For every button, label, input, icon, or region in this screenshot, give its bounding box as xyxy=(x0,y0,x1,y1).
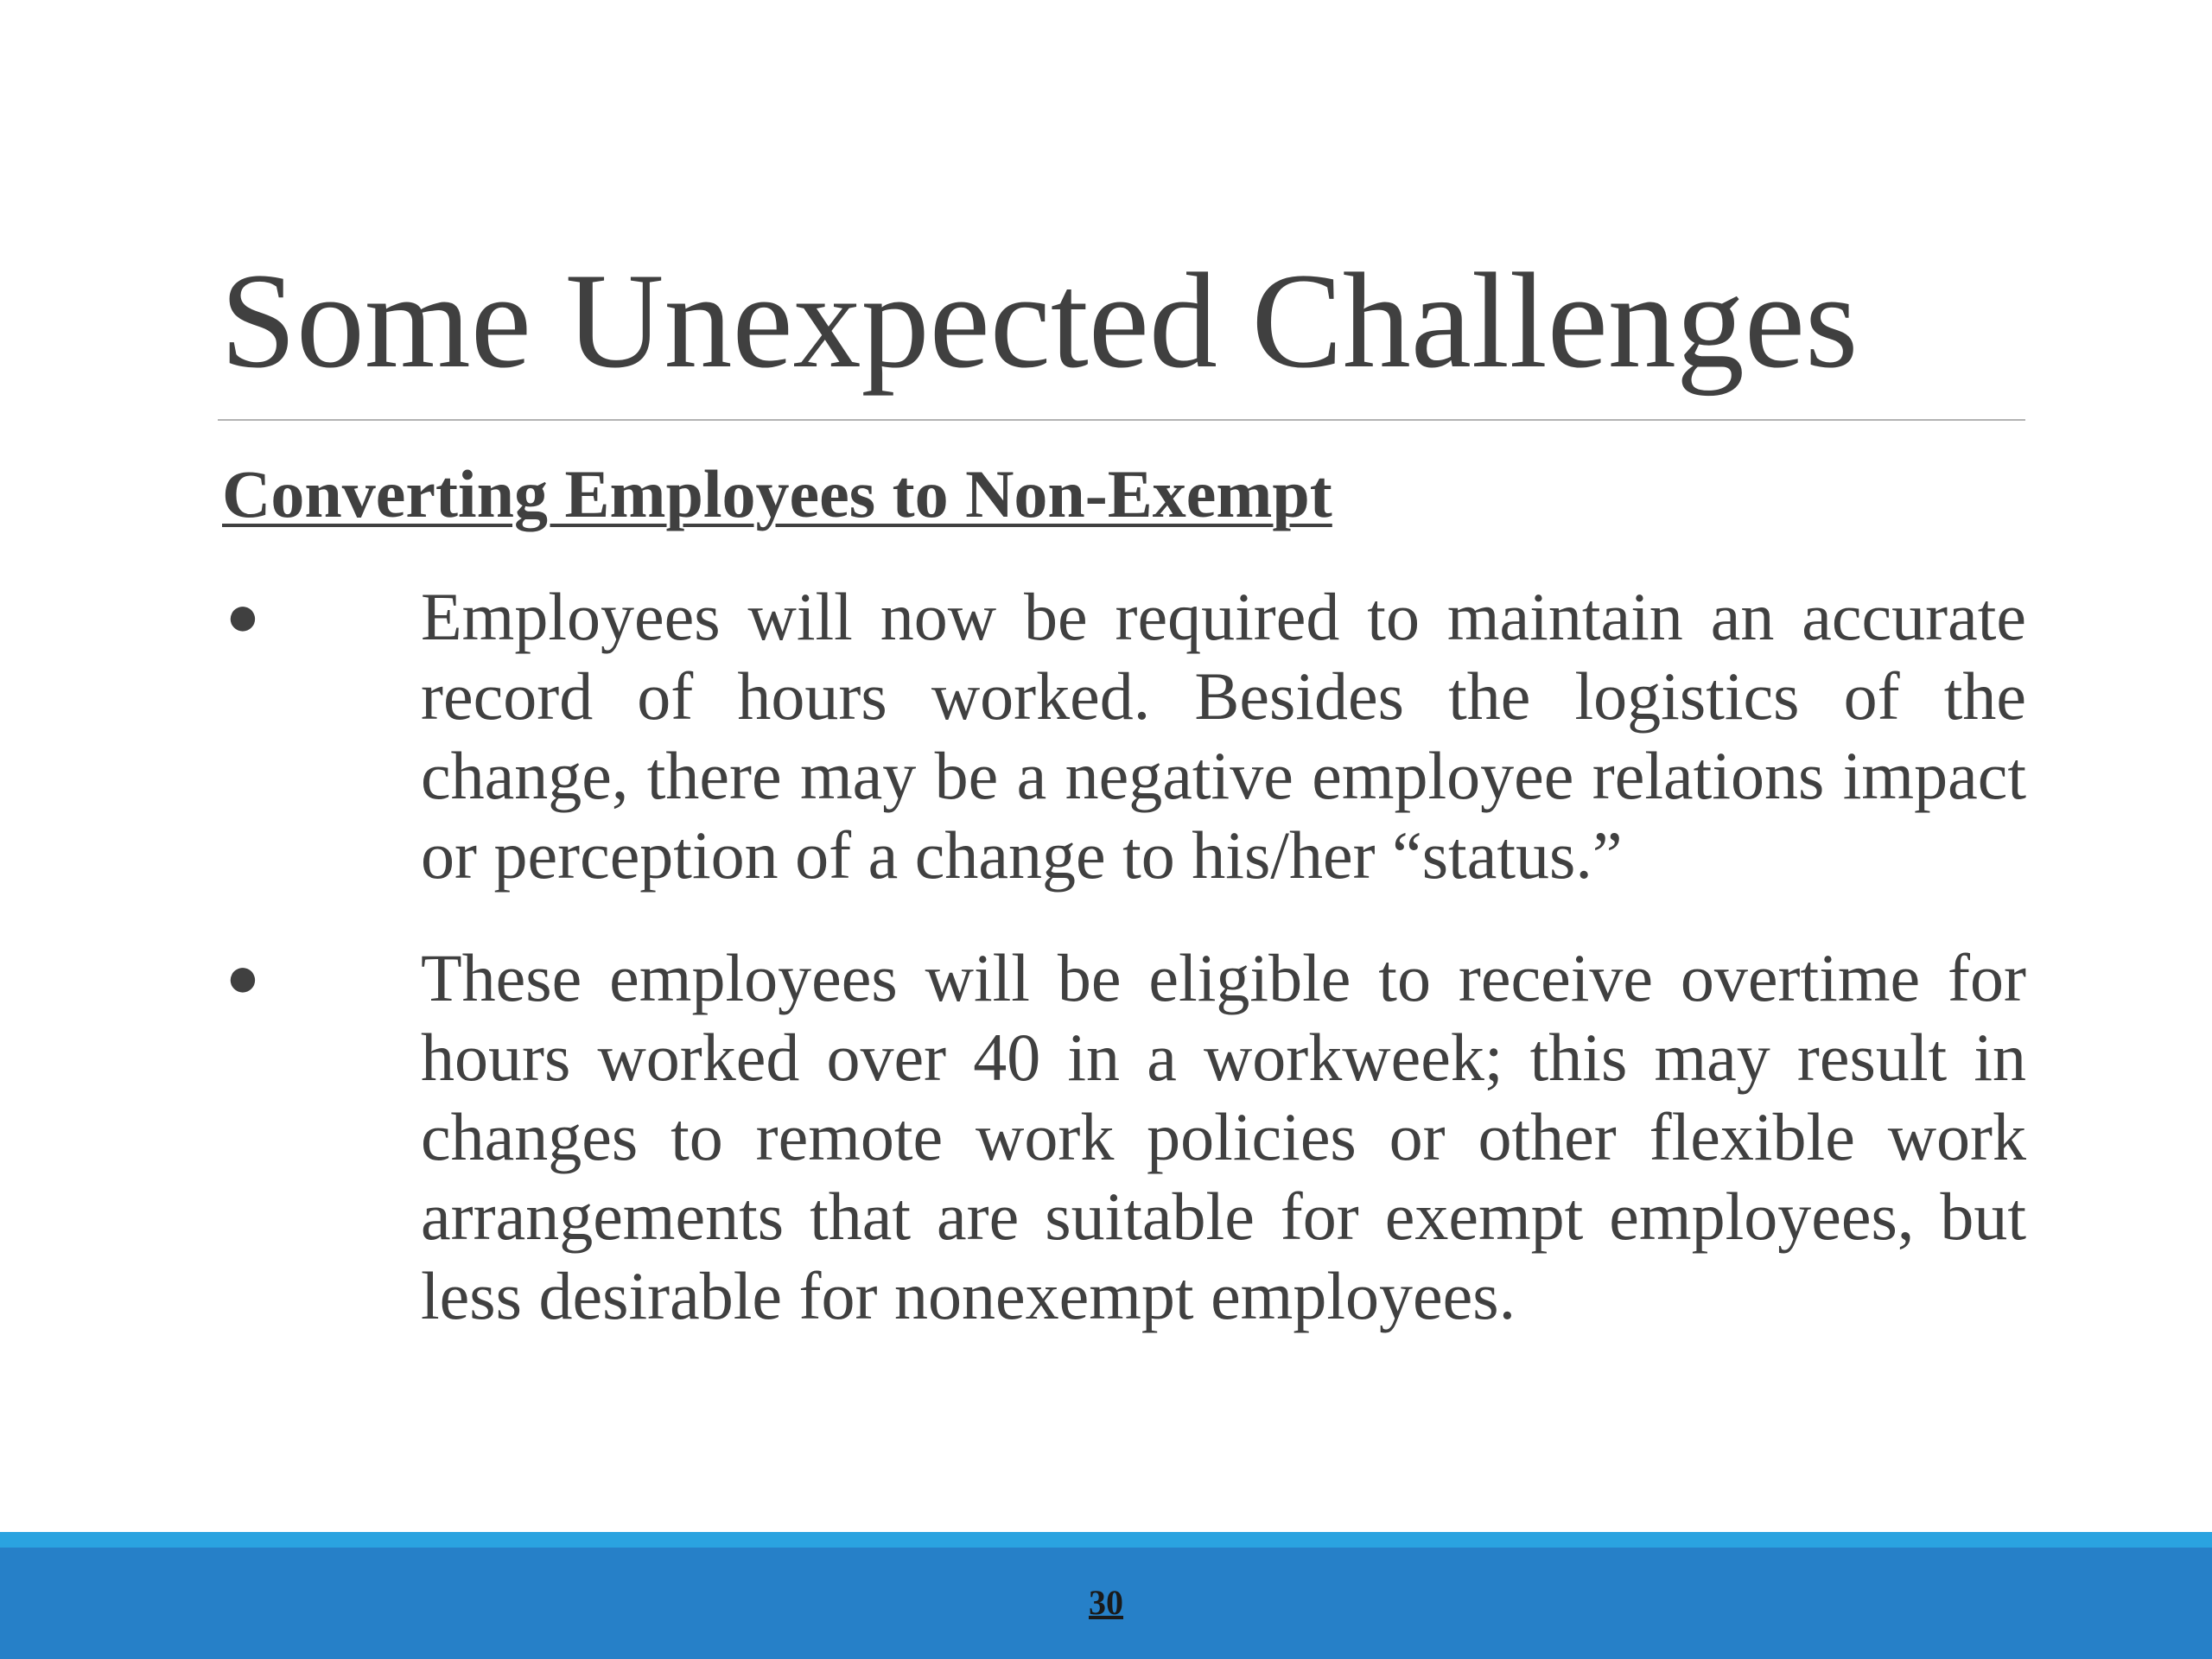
page-number: 30 xyxy=(1089,1583,1123,1622)
slide-title: Some Unexpected Challenges xyxy=(220,245,1859,397)
bullet-item-record-hours xyxy=(220,577,2026,895)
bullet-list xyxy=(220,577,2026,1379)
bullet-dot-icon: ● xyxy=(226,585,260,648)
bullet-item-overtime xyxy=(220,938,2026,1336)
title-divider xyxy=(218,419,2025,421)
bullet-text: These employees will be eligible to receive overtime for hours worked over 40 in a workweek; this may result in changes to remote work policies or other flexible work arrangements that are suitable for exempt employees, but less desirable for nonexempt employees. xyxy=(421,940,2026,1333)
footer-accent-stripe xyxy=(0,1532,2212,1548)
bullet-text: Employees will now be required to maintain an accurate record of hours worked. Besides the logistics of the change, there may be a negative employee relations impact or perception of a change to his/her “status.” xyxy=(421,579,2026,893)
bullet-dot-icon: ● xyxy=(226,946,260,1009)
section-subtitle: Converting Employees to Non-Exempt xyxy=(222,456,1332,531)
